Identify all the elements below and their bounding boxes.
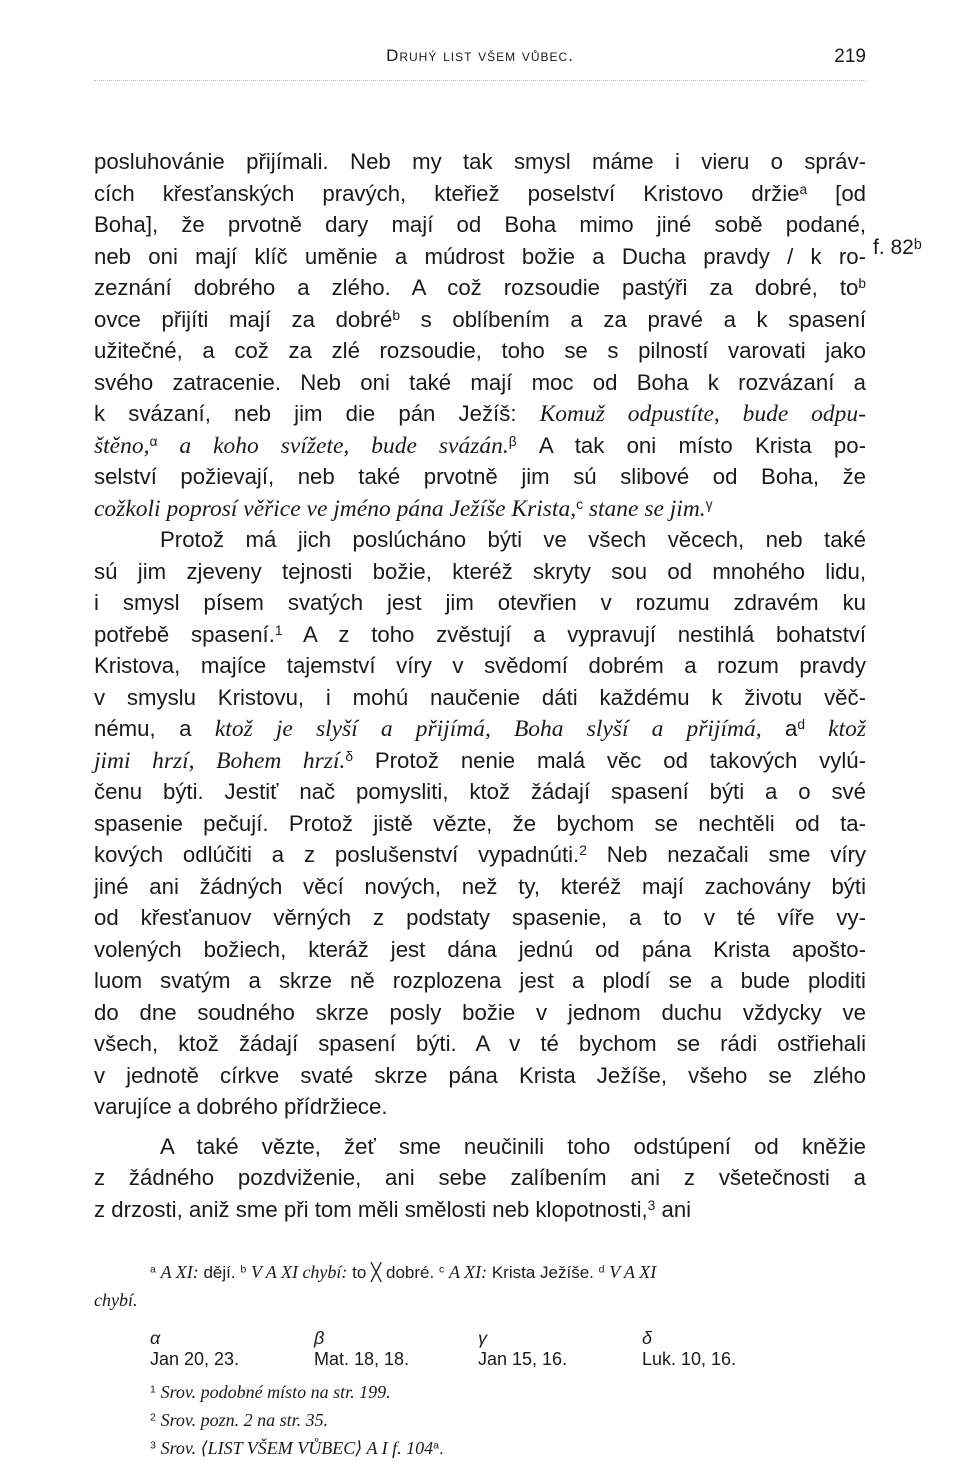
text-segment: z drzosti, aniž sme při tom měli smělosti neb klopotnosti, <box>94 1196 648 1222</box>
text-line <box>94 902 866 934</box>
text-segment: svého zatracenie. Neb oni také mají moc od Boha k rozvázaní a <box>94 369 866 395</box>
text-segment: A z toho zvěstují a vypravují nestihlá bohatství <box>282 621 866 647</box>
variant-mark: b <box>240 1263 247 1276</box>
reference-mark: β <box>314 1328 325 1348</box>
text-segment: všech, ktož žádají spasení býti. A v té bychom se rádi ostřiehali <box>94 1031 866 1056</box>
footnote <box>94 1406 866 1434</box>
text-line <box>94 461 866 493</box>
quotation-italic: cožkoli poprosí věřice ve jméno pána Ježíše Krista, <box>94 495 577 522</box>
text-segment: s oblíbením a za pravé a k spasení <box>400 306 866 332</box>
text-line <box>94 241 866 273</box>
text-line <box>94 934 866 966</box>
text-segment: varujíce a dobrého přídržiece. <box>94 1094 388 1119</box>
text-line <box>94 776 866 808</box>
text-segment: nému, a <box>94 716 215 741</box>
variant-text: Krista Ježíše. <box>487 1263 594 1282</box>
variant-mark: a <box>150 1263 156 1276</box>
text-segment: selství požievají, neb také prvotně jim sú slibové od Boha, že <box>94 464 866 489</box>
text-segment: Boha], že prvotně dary mají od Boha mimo jiné sobě podané, <box>94 212 866 237</box>
text-segment: A také vězte, žeť sme neučinili toho odstúpení od kněžie <box>160 1133 866 1159</box>
text-segment: k svázaní, neb jim die pán Ježíš: <box>94 401 540 426</box>
note-marker: a <box>799 181 808 197</box>
text-line <box>94 682 866 714</box>
reference-mark: γ <box>478 1328 487 1348</box>
text-segment: [od <box>807 180 866 206</box>
text-line <box>94 1194 866 1226</box>
quotation-italic: jimi hrzí, Bohem hrzí. <box>94 747 346 774</box>
text-segment: v smyslu Kristovu, i mohú naučenie dáti každému k životu věč- <box>94 684 866 710</box>
text-line <box>94 965 866 997</box>
note-marker: 2 <box>579 843 587 859</box>
folio-margin-note: f. 82ᵇ <box>873 236 922 259</box>
text-segment: i smysl písem svatých jest jim otevřien v rozumu zdravém ku <box>94 590 866 615</box>
text-segment: sú jim zjeveny tejnosti božie, kteréž skryty sou od mnohého lidu, <box>94 558 866 584</box>
text-segment: v jednotě církve svaté skrze pána Krista Ježíše, všeho se zlého <box>94 1062 866 1088</box>
scripture-reference <box>478 1328 642 1370</box>
text-segment: Kristova, majíce tajemství víry v svědomí dobrém a rozum pravdy <box>94 653 866 678</box>
reference-text: Jan 20, 23. <box>150 1349 240 1369</box>
footnote-superscript: a <box>433 1439 439 1452</box>
quotation-italic: štěno, <box>94 432 150 459</box>
page-number: 219 <box>834 46 866 67</box>
scripture-reference <box>314 1328 478 1370</box>
text-segment: od křesťanuov věrných z podstaty spasenie, a to v té víře vy- <box>94 905 866 930</box>
text-segment: do dne soudného skrze posly božie v jednom duchu vždycky ve <box>94 999 866 1025</box>
text-segment: Neb nezačali sme víry <box>586 842 866 867</box>
note-marker: b <box>858 276 866 292</box>
note-marker: β <box>508 433 517 449</box>
text-segment: ovce přijíti mají za dobré <box>94 306 393 332</box>
text-line <box>94 178 866 210</box>
text-line <box>94 367 866 399</box>
text-line <box>94 1028 866 1060</box>
text-line <box>94 871 866 903</box>
text-segment: Protož nenie malá věc od takových vylú- <box>353 747 866 773</box>
variant-source: A XI: <box>448 1262 488 1282</box>
variant-source: V A XI chybí: <box>250 1262 348 1282</box>
text-line <box>94 146 866 178</box>
quotation-italic: Komuž odpustíte, bude odpu- <box>539 401 867 427</box>
quotation-italic: ktož <box>805 716 866 742</box>
running-header <box>94 46 866 74</box>
body-text <box>94 146 866 1225</box>
text-line <box>94 745 866 777</box>
reference-text: Jan 15, 16. <box>478 1349 568 1369</box>
variant-mark: c <box>438 1263 445 1276</box>
footnote <box>94 1378 866 1406</box>
footnote-tail: . <box>439 1439 444 1458</box>
text-segment: A tak oni místo Krista po- <box>516 432 866 458</box>
text-segment: luom svatým a skrze ně rozplozena jest a plodí se a bude ploditi <box>94 968 866 993</box>
footnote-text: Srov. ⟨LIST VŠEM VŮBEC⟩ A I f. 104 <box>160 1438 434 1458</box>
variant-continuation: chybí. <box>94 1290 138 1310</box>
reference-mark: α <box>150 1328 161 1348</box>
footnotes-area <box>94 1258 866 1462</box>
text-line <box>94 619 866 651</box>
footnote-number: 3 <box>150 1439 156 1452</box>
textual-variants-continued <box>94 1286 866 1314</box>
footnote-text: Srov. pozn. 2 na str. 35. <box>160 1410 329 1430</box>
text-line <box>94 556 866 588</box>
text-segment: čenu býti. Jestiť nač pomysliti, ktož žádají spasení býti a o své <box>94 779 866 804</box>
variant-source: A XI: <box>160 1262 199 1282</box>
variant-mark: d <box>598 1263 605 1276</box>
note-marker: d <box>797 717 805 733</box>
variant-text: to ╳ dobré. <box>347 1263 435 1282</box>
text-line <box>94 839 866 871</box>
text-segment: jiné ani žádných věcí nových, než ty, kteréž mají zachovány býti <box>94 873 866 899</box>
text-segment: spasenie pečují. Protož jistě vězte, že bychom se nechtěli od ta- <box>94 810 866 836</box>
running-title: Druhý list všem vůbec. <box>386 46 574 65</box>
text-segment: a <box>761 716 798 741</box>
scripture-reference <box>642 1328 806 1370</box>
text-line <box>94 1162 866 1194</box>
text-line <box>94 335 866 367</box>
quotation-italic: a koho svížete, bude svázán. <box>157 432 509 459</box>
text-line <box>94 1091 866 1123</box>
text-line <box>94 713 866 745</box>
textual-variants <box>94 1258 866 1286</box>
footnote-list <box>94 1378 866 1462</box>
text-line <box>94 493 866 525</box>
note-marker: γ <box>705 496 713 512</box>
text-line <box>94 398 866 430</box>
text-line <box>94 587 866 619</box>
text-segment: kových odlúčiti a z poslušenství vypadnúti. <box>94 842 580 867</box>
variant-source: V A XI <box>609 1262 657 1282</box>
reference-mark: δ <box>642 1328 653 1348</box>
text-segment: cích křesťanských pravých, kteřiež poselství Kristovo držie <box>94 180 800 206</box>
text-line <box>94 1060 866 1092</box>
text-line <box>94 272 866 304</box>
text-segment: potřebě spasení. <box>94 621 275 647</box>
text-segment: volených božiech, kteráž jest dána jednú od pána Krista apošto- <box>94 936 866 962</box>
text-line <box>94 1131 866 1163</box>
note-marker: b <box>392 307 400 323</box>
note-marker: 1 <box>274 622 283 638</box>
text-line <box>94 304 866 336</box>
note-marker: α <box>149 433 158 449</box>
header-rule <box>94 80 866 81</box>
reference-text: Mat. 18, 18. <box>314 1349 410 1369</box>
text-segment: posluhovánie přijímali. Neb my tak smysl máme i vieru o správ- <box>94 149 866 174</box>
text-segment: zeznání dobrého a zlého. A což rozsoudie pastýři za dobré, to <box>94 275 859 300</box>
text-line <box>94 524 866 556</box>
text-line <box>94 209 866 241</box>
variant-text: dějí. <box>198 1263 236 1282</box>
footnote-number: 1 <box>150 1383 156 1396</box>
text-segment: Protož má jich poslúcháno býti ve všech věcech, neb také <box>160 527 866 552</box>
text-segment: ani <box>655 1196 692 1222</box>
text-line <box>94 650 866 682</box>
text-line <box>94 430 866 462</box>
footnote <box>94 1434 866 1462</box>
quotation-italic: stane se jim. <box>582 495 706 522</box>
note-marker: δ <box>345 748 354 764</box>
text-segment: užitečné, a což za zlé rozsoudie, toho se s pilností varovati jako <box>94 338 866 363</box>
footnote-number: 2 <box>150 1411 156 1424</box>
scripture-references <box>94 1314 866 1378</box>
text-segment: neb oni mají klíč uměnie a múdrost božie a Ducha pravdy / k ro- <box>94 243 866 269</box>
text-line <box>94 808 866 840</box>
note-marker: c <box>576 496 583 512</box>
quotation-italic: ktož je slyší a přijímá, Boha slyší a přijímá, <box>214 716 762 742</box>
note-marker: 3 <box>647 1197 656 1213</box>
footnote-text: Srov. podobné místo na str. 199. <box>160 1382 391 1402</box>
reference-text: Luk. 10, 16. <box>642 1349 737 1369</box>
text-line <box>94 997 866 1029</box>
scripture-reference <box>150 1328 314 1370</box>
text-segment: z žádného pozdviženie, ani sebe zalíbením ani z všetečnosti a <box>94 1165 866 1190</box>
